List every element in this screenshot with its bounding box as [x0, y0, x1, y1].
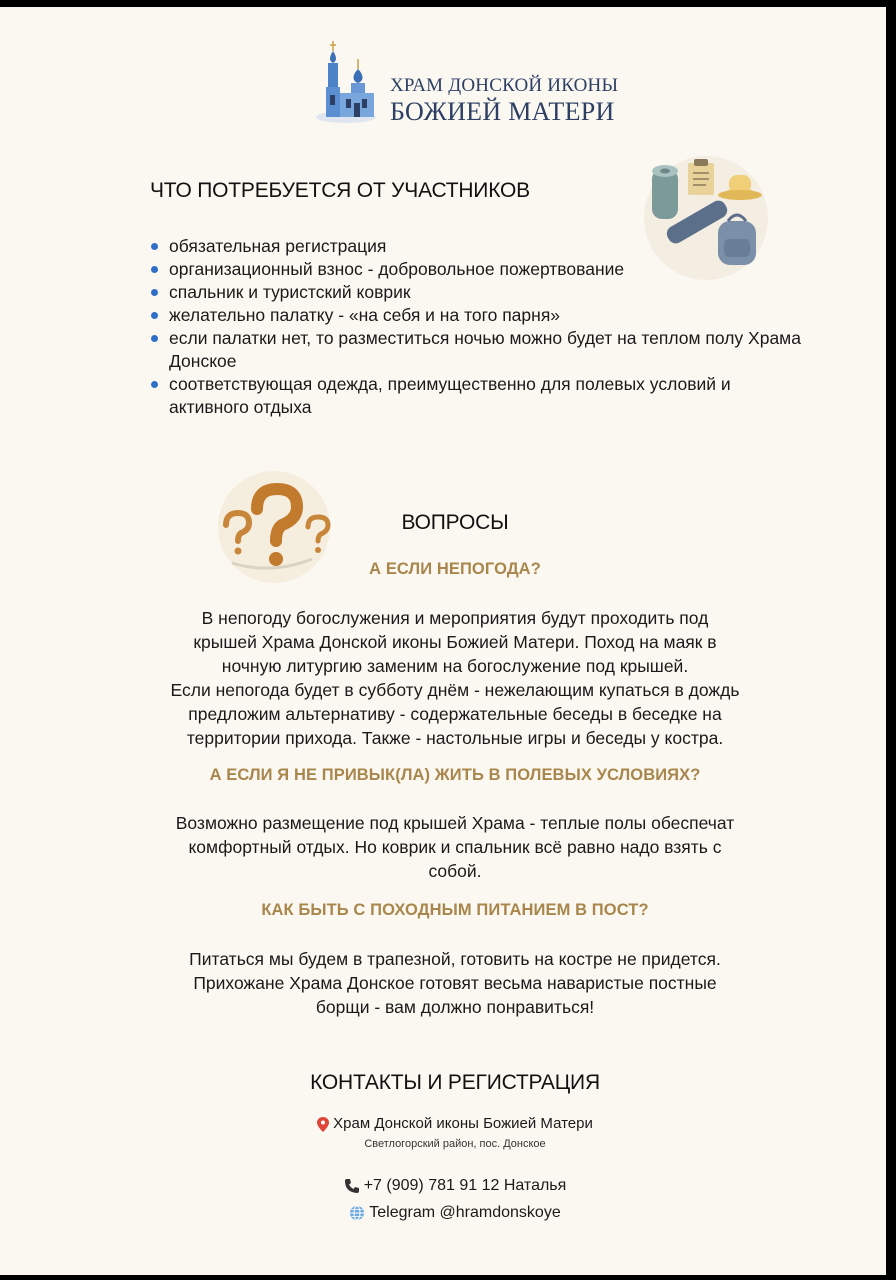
list-item: организационный взнос - добровольное пожертвование	[150, 258, 810, 281]
page	[0, 7, 886, 1275]
logo-title-line1: ХРАМ ДОНСКОЙ ИКОНЫ	[390, 75, 619, 96]
contacts-title: КОНТАКТЫ И РЕГИСТРАЦИЯ	[310, 1071, 600, 1094]
bullet-icon	[151, 243, 158, 250]
contact-telegram[interactable]: Telegram @hramdonskoye	[0, 1204, 886, 1222]
list-item: если палатки нет, то разместиться ночью можно будет на теплом полу Храма Донское	[150, 327, 810, 373]
bullet-icon	[151, 335, 158, 342]
phone-icon	[344, 1178, 360, 1194]
answer-fasting-food: Питаться мы будем в трапезной, готовить на костре не придется. Прихожане Храма Донское готовят весьма наваристые постные борщи - вам должно понравиться!	[189, 949, 721, 1017]
church-icon	[316, 39, 380, 125]
logo-title-line2: БОЖИЕЙ МАТЕРИ	[390, 97, 615, 126]
requirements-list	[150, 235, 810, 419]
globe-icon	[349, 1205, 365, 1221]
requirements-title: ЧТО ПОТРЕБУЕТСЯ ОТ УЧАСТНИКОВ	[150, 179, 530, 202]
question-heading-weather: А ЕСЛИ НЕПОГОДА?	[369, 560, 541, 578]
contact-address-sub: Светлогорский район, пос. Донское	[364, 1138, 546, 1150]
church-logo	[316, 39, 619, 134]
contact-address: Храм Донской иконы Божией Матери	[0, 1115, 886, 1132]
list-item: соответствующая одежда, преимущественно для полевых условий и активного отдыха	[150, 373, 810, 419]
answer-field-conditions: Возможно размещение под крышей Храма - теплые полы обеспечат комфортный отдых. Но коврик и спальник всё равно надо взять с собой.	[175, 813, 735, 881]
list-item: обязательная регистрация	[150, 235, 810, 258]
bullet-icon	[151, 266, 158, 273]
bullet-icon	[151, 312, 158, 319]
bullet-icon	[151, 289, 158, 296]
contact-phone[interactable]: +7 (909) 781 91 12 Наталья	[0, 1177, 886, 1195]
location-pin-icon	[317, 1117, 329, 1132]
answer-weather: В непогоду богослужения и мероприятия будут проходить под крышей Храма Донской иконы Божией Матери. Поход на маяк в ночную литургию заменим на богослужение под крышей. Если непогода будет в субботу днём - нежелающим купаться в дождь предложим альтернативу - содержательные беседы в беседке на территории прихода. Также - настольные игры и беседы у костра.	[170, 608, 740, 748]
question-heading-fasting-food: КАК БЫТЬ С ПОХОДНЫМ ПИТАНИЕМ В ПОСТ?	[261, 901, 649, 919]
questions-title: ВОПРОСЫ	[401, 511, 509, 534]
bullet-icon	[151, 381, 158, 388]
list-item: желательно палатку - «на себя и на того парня»	[150, 304, 810, 327]
question-heading-field-conditions: А ЕСЛИ Я НЕ ПРИВЫК(ЛА) ЖИТЬ В ПОЛЕВЫХ УСЛОВИЯХ?	[209, 766, 701, 784]
list-item: спальник и туристский коврик	[150, 281, 810, 304]
